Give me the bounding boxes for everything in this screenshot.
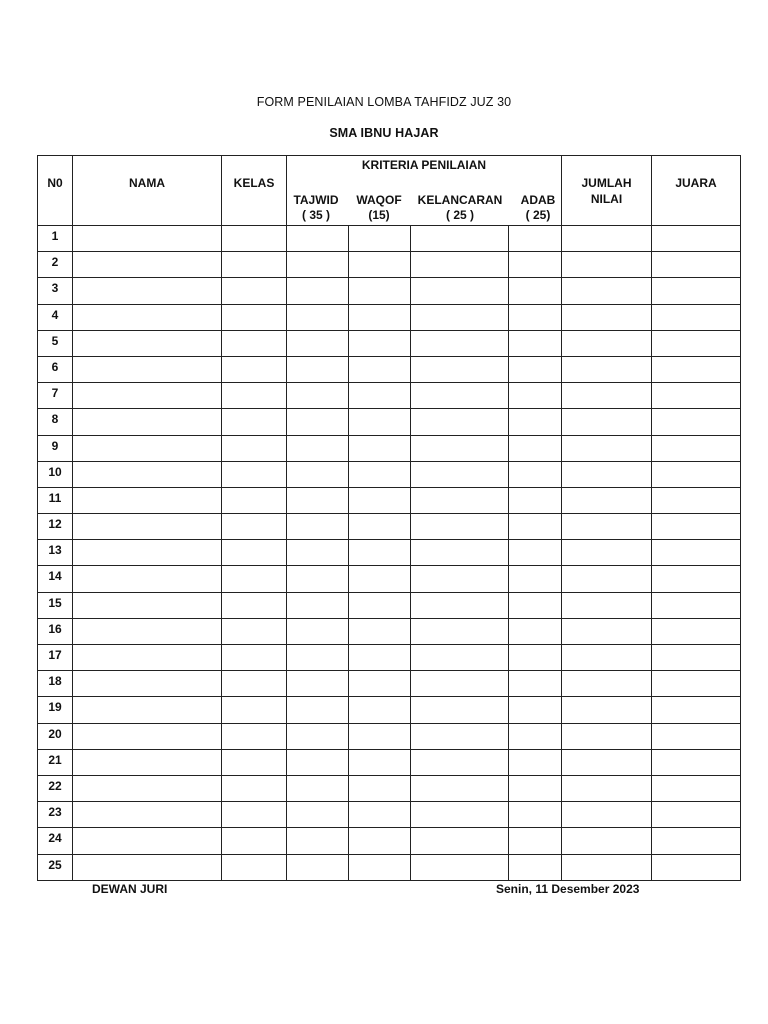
cell-juara[interactable] — [652, 383, 741, 409]
assessment-table — [37, 155, 741, 881]
cell-kelas[interactable] — [222, 697, 287, 723]
cell-kelancaran[interactable] — [411, 461, 509, 487]
criterion-adab — [515, 193, 561, 223]
cell-kelas[interactable] — [222, 802, 287, 828]
cell-tajwid[interactable] — [287, 487, 349, 513]
cell-tajwid[interactable] — [287, 278, 349, 304]
table-row — [38, 330, 741, 356]
cell-kelancaran[interactable] — [411, 409, 509, 435]
cell-juara[interactable] — [652, 618, 741, 644]
cell-nama[interactable] — [73, 304, 222, 330]
cell-tajwid[interactable] — [287, 540, 349, 566]
header-jumlah-line1: JUMLAH — [581, 176, 632, 190]
cell-kelancaran[interactable] — [411, 487, 509, 513]
cell-kelancaran[interactable] — [411, 723, 509, 749]
cell-juara[interactable] — [652, 330, 741, 356]
cell-waqof[interactable] — [349, 304, 411, 330]
cell-nama[interactable] — [73, 592, 222, 618]
cell-juara[interactable] — [652, 487, 741, 513]
cell-kelancaran[interactable] — [411, 618, 509, 644]
cell-juara[interactable] — [652, 802, 741, 828]
cell-tajwid[interactable] — [287, 749, 349, 775]
criterion-kelancaran-score: ( 25 ) — [445, 208, 474, 222]
footer-dewan-juri: DEWAN JURI — [92, 882, 168, 896]
header-nama: NAMA — [73, 156, 222, 226]
kriteria-title: KRITERIA PENILAIAN — [361, 158, 487, 172]
table-row — [38, 540, 741, 566]
cell-adab[interactable] — [509, 435, 562, 461]
cell-waqof[interactable] — [349, 854, 411, 880]
cell-juara[interactable] — [652, 592, 741, 618]
row-number: 4 — [38, 304, 73, 330]
criterion-tajwid-score: ( 35 ) — [301, 208, 330, 222]
cell-kelancaran[interactable] — [411, 252, 509, 278]
criterion-adab-name: ADAB — [520, 193, 556, 207]
cell-juara[interactable] — [652, 671, 741, 697]
cell-kelancaran[interactable] — [411, 828, 509, 854]
cell-waqof[interactable] — [349, 252, 411, 278]
table-row — [38, 697, 741, 723]
cell-nama[interactable] — [73, 749, 222, 775]
cell-tajwid[interactable] — [287, 697, 349, 723]
cell-nama[interactable] — [73, 775, 222, 801]
table-row — [38, 775, 741, 801]
cell-kelancaran[interactable] — [411, 330, 509, 356]
table-body — [38, 226, 741, 881]
header-no: N0 — [38, 156, 73, 226]
cell-juara[interactable] — [652, 540, 741, 566]
cell-tajwid[interactable] — [287, 775, 349, 801]
cell-juara[interactable] — [652, 749, 741, 775]
header-kelas: KELAS — [222, 156, 287, 226]
criterion-kelancaran-name: KELANCARAN — [417, 193, 503, 207]
header-kriteria — [287, 156, 562, 226]
row-number: 13 — [38, 540, 73, 566]
criterion-adab-score: ( 25) — [525, 208, 551, 222]
form-title: FORM PENILAIAN LOMBA TAHFIDZ JUZ 30 — [256, 95, 512, 109]
table-row — [38, 618, 741, 644]
table-row — [38, 566, 741, 592]
cell-kelas[interactable] — [222, 356, 287, 382]
cell-jumlah-nilai[interactable] — [562, 749, 652, 775]
table-row — [38, 645, 741, 671]
cell-tajwid[interactable] — [287, 383, 349, 409]
table-row — [38, 723, 741, 749]
cell-nama[interactable] — [73, 566, 222, 592]
cell-waqof[interactable] — [349, 592, 411, 618]
cell-nama[interactable] — [73, 697, 222, 723]
cell-jumlah-nilai[interactable] — [562, 723, 652, 749]
cell-nama[interactable] — [73, 487, 222, 513]
row-number: 12 — [38, 514, 73, 540]
cell-jumlah-nilai[interactable] — [562, 514, 652, 540]
table-row — [38, 828, 741, 854]
row-number: 19 — [38, 697, 73, 723]
cell-tajwid[interactable] — [287, 828, 349, 854]
table-row — [38, 514, 741, 540]
cell-nama[interactable] — [73, 723, 222, 749]
cell-juara[interactable] — [652, 461, 741, 487]
cell-kelas[interactable] — [222, 592, 287, 618]
row-number: 16 — [38, 618, 73, 644]
cell-jumlah-nilai[interactable] — [562, 383, 652, 409]
cell-waqof[interactable] — [349, 618, 411, 644]
cell-adab[interactable] — [509, 775, 562, 801]
cell-juara[interactable] — [652, 775, 741, 801]
cell-adab[interactable] — [509, 671, 562, 697]
cell-kelas[interactable] — [222, 226, 287, 252]
cell-jumlah-nilai[interactable] — [562, 618, 652, 644]
cell-jumlah-nilai[interactable] — [562, 645, 652, 671]
table-row — [38, 671, 741, 697]
cell-juara[interactable] — [652, 645, 741, 671]
criterion-waqof-score: (15) — [368, 208, 390, 222]
cell-jumlah-nilai[interactable] — [562, 828, 652, 854]
cell-kelancaran[interactable] — [411, 226, 509, 252]
cell-kelas[interactable] — [222, 514, 287, 540]
cell-tajwid[interactable] — [287, 618, 349, 644]
cell-juara[interactable] — [652, 252, 741, 278]
cell-kelas[interactable] — [222, 566, 287, 592]
cell-juara[interactable] — [652, 304, 741, 330]
cell-nama[interactable] — [73, 252, 222, 278]
cell-waqof[interactable] — [349, 330, 411, 356]
cell-nama[interactable] — [73, 356, 222, 382]
cell-waqof[interactable] — [349, 487, 411, 513]
cell-adab[interactable] — [509, 566, 562, 592]
cell-waqof[interactable] — [349, 828, 411, 854]
cell-adab[interactable] — [509, 304, 562, 330]
cell-jumlah-nilai[interactable] — [562, 304, 652, 330]
table-row — [38, 854, 741, 880]
cell-tajwid[interactable] — [287, 461, 349, 487]
cell-nama[interactable] — [73, 226, 222, 252]
cell-waqof[interactable] — [349, 749, 411, 775]
cell-kelancaran[interactable] — [411, 592, 509, 618]
row-number: 10 — [38, 461, 73, 487]
cell-jumlah-nilai[interactable] — [562, 487, 652, 513]
row-number: 7 — [38, 383, 73, 409]
cell-juara[interactable] — [652, 854, 741, 880]
cell-kelancaran[interactable] — [411, 566, 509, 592]
row-number: 6 — [38, 356, 73, 382]
cell-jumlah-nilai[interactable] — [562, 330, 652, 356]
cell-nama[interactable] — [73, 514, 222, 540]
cell-nama[interactable] — [73, 802, 222, 828]
cell-juara[interactable] — [652, 514, 741, 540]
cell-waqof[interactable] — [349, 566, 411, 592]
cell-kelancaran[interactable] — [411, 802, 509, 828]
cell-waqof[interactable] — [349, 461, 411, 487]
cell-kelas[interactable] — [222, 383, 287, 409]
cell-kelas[interactable] — [222, 723, 287, 749]
cell-jumlah-nilai[interactable] — [562, 278, 652, 304]
cell-tajwid[interactable] — [287, 304, 349, 330]
cell-tajwid[interactable] — [287, 802, 349, 828]
cell-adab[interactable] — [509, 330, 562, 356]
row-number: 21 — [38, 749, 73, 775]
cell-kelas[interactable] — [222, 409, 287, 435]
cell-juara[interactable] — [652, 828, 741, 854]
row-number: 9 — [38, 435, 73, 461]
cell-tajwid[interactable] — [287, 854, 349, 880]
row-number: 3 — [38, 278, 73, 304]
footer-date: Senin, 11 Desember 2023 — [496, 882, 640, 896]
cell-waqof[interactable] — [349, 356, 411, 382]
cell-nama[interactable] — [73, 671, 222, 697]
criterion-waqof — [351, 193, 407, 223]
table-row — [38, 304, 741, 330]
cell-kelas[interactable] — [222, 645, 287, 671]
cell-kelas[interactable] — [222, 671, 287, 697]
cell-kelancaran[interactable] — [411, 278, 509, 304]
cell-nama[interactable] — [73, 330, 222, 356]
cell-nama[interactable] — [73, 540, 222, 566]
cell-kelancaran[interactable] — [411, 775, 509, 801]
cell-tajwid[interactable] — [287, 226, 349, 252]
cell-waqof[interactable] — [349, 671, 411, 697]
cell-jumlah-nilai[interactable] — [562, 566, 652, 592]
cell-nama[interactable] — [73, 854, 222, 880]
cell-kelancaran[interactable] — [411, 304, 509, 330]
cell-kelancaran[interactable] — [411, 356, 509, 382]
cell-adab[interactable] — [509, 618, 562, 644]
cell-jumlah-nilai[interactable] — [562, 409, 652, 435]
cell-juara[interactable] — [652, 278, 741, 304]
cell-jumlah-nilai[interactable] — [562, 461, 652, 487]
table-row — [38, 226, 741, 252]
cell-adab[interactable] — [509, 802, 562, 828]
cell-kelas[interactable] — [222, 828, 287, 854]
cell-kelancaran[interactable] — [411, 435, 509, 461]
cell-kelancaran[interactable] — [411, 645, 509, 671]
cell-jumlah-nilai[interactable] — [562, 356, 652, 382]
table-row — [38, 356, 741, 382]
cell-kelancaran[interactable] — [411, 749, 509, 775]
table-row — [38, 435, 741, 461]
row-number: 11 — [38, 487, 73, 513]
cell-adab[interactable] — [509, 514, 562, 540]
cell-tajwid[interactable] — [287, 435, 349, 461]
header-jumlah-nilai — [562, 156, 652, 226]
header-juara: JUARA — [652, 156, 741, 226]
header-jumlah-line2: NILAI — [590, 192, 623, 206]
table-row — [38, 592, 741, 618]
cell-kelas[interactable] — [222, 278, 287, 304]
cell-kelas[interactable] — [222, 749, 287, 775]
cell-kelas[interactable] — [222, 618, 287, 644]
table-row — [38, 461, 741, 487]
cell-tajwid[interactable] — [287, 514, 349, 540]
row-number: 5 — [38, 330, 73, 356]
cell-jumlah-nilai[interactable] — [562, 671, 652, 697]
cell-waqof[interactable] — [349, 226, 411, 252]
cell-nama[interactable] — [73, 409, 222, 435]
cell-waqof[interactable] — [349, 775, 411, 801]
cell-juara[interactable] — [652, 356, 741, 382]
cell-kelas[interactable] — [222, 487, 287, 513]
cell-juara[interactable] — [652, 226, 741, 252]
cell-adab[interactable] — [509, 278, 562, 304]
row-number: 20 — [38, 723, 73, 749]
table-row — [38, 383, 741, 409]
cell-adab[interactable] — [509, 540, 562, 566]
cell-kelas[interactable] — [222, 540, 287, 566]
cell-waqof[interactable] — [349, 278, 411, 304]
cell-kelas[interactable] — [222, 435, 287, 461]
cell-nama[interactable] — [73, 278, 222, 304]
row-number: 14 — [38, 566, 73, 592]
table-row — [38, 409, 741, 435]
cell-jumlah-nilai[interactable] — [562, 854, 652, 880]
table-row — [38, 252, 741, 278]
cell-adab[interactable] — [509, 461, 562, 487]
criterion-kelancaran — [417, 193, 503, 223]
cell-kelas[interactable] — [222, 854, 287, 880]
cell-kelancaran[interactable] — [411, 514, 509, 540]
row-number: 22 — [38, 775, 73, 801]
cell-juara[interactable] — [652, 409, 741, 435]
cell-kelancaran[interactable] — [411, 540, 509, 566]
cell-kelas[interactable] — [222, 461, 287, 487]
cell-waqof[interactable] — [349, 383, 411, 409]
cell-kelas[interactable] — [222, 252, 287, 278]
cell-kelas[interactable] — [222, 775, 287, 801]
table-row — [38, 749, 741, 775]
cell-waqof[interactable] — [349, 514, 411, 540]
cell-adab[interactable] — [509, 749, 562, 775]
cell-jumlah-nilai[interactable] — [562, 435, 652, 461]
criterion-tajwid-name: TAJWID — [293, 193, 339, 207]
cell-nama[interactable] — [73, 618, 222, 644]
row-number: 25 — [38, 854, 73, 880]
row-number: 15 — [38, 592, 73, 618]
cell-tajwid[interactable] — [287, 671, 349, 697]
cell-nama[interactable] — [73, 435, 222, 461]
cell-waqof[interactable] — [349, 540, 411, 566]
cell-juara[interactable] — [652, 435, 741, 461]
cell-adab[interactable] — [509, 828, 562, 854]
cell-juara[interactable] — [652, 566, 741, 592]
cell-nama[interactable] — [73, 645, 222, 671]
cell-adab[interactable] — [509, 409, 562, 435]
cell-waqof[interactable] — [349, 697, 411, 723]
cell-jumlah-nilai[interactable] — [562, 592, 652, 618]
row-number: 17 — [38, 645, 73, 671]
table-row — [38, 802, 741, 828]
row-number: 18 — [38, 671, 73, 697]
cell-adab[interactable] — [509, 854, 562, 880]
cell-jumlah-nilai[interactable] — [562, 226, 652, 252]
cell-adab[interactable] — [509, 723, 562, 749]
criterion-tajwid — [291, 193, 341, 223]
row-number: 8 — [38, 409, 73, 435]
cell-tajwid[interactable] — [287, 409, 349, 435]
cell-waqof[interactable] — [349, 645, 411, 671]
cell-nama[interactable] — [73, 383, 222, 409]
school-name: SMA IBNU HAJAR — [329, 126, 439, 140]
cell-tajwid[interactable] — [287, 723, 349, 749]
row-number: 23 — [38, 802, 73, 828]
cell-kelas[interactable] — [222, 304, 287, 330]
cell-adab[interactable] — [509, 645, 562, 671]
cell-jumlah-nilai[interactable] — [562, 802, 652, 828]
cell-kelancaran[interactable] — [411, 671, 509, 697]
cell-adab[interactable] — [509, 697, 562, 723]
cell-kelancaran[interactable] — [411, 854, 509, 880]
cell-adab[interactable] — [509, 356, 562, 382]
cell-tajwid[interactable] — [287, 252, 349, 278]
cell-jumlah-nilai[interactable] — [562, 697, 652, 723]
cell-tajwid[interactable] — [287, 356, 349, 382]
cell-waqof[interactable] — [349, 409, 411, 435]
criterion-waqof-name: WAQOF — [356, 193, 402, 207]
cell-adab[interactable] — [509, 487, 562, 513]
row-number: 2 — [38, 252, 73, 278]
cell-adab[interactable] — [509, 252, 562, 278]
cell-tajwid[interactable] — [287, 592, 349, 618]
cell-waqof[interactable] — [349, 723, 411, 749]
header-row — [38, 156, 741, 226]
cell-tajwid[interactable] — [287, 645, 349, 671]
cell-adab[interactable] — [509, 383, 562, 409]
cell-kelancaran[interactable] — [411, 697, 509, 723]
cell-juara[interactable] — [652, 697, 741, 723]
cell-waqof[interactable] — [349, 802, 411, 828]
cell-juara[interactable] — [652, 723, 741, 749]
cell-jumlah-nilai[interactable] — [562, 540, 652, 566]
cell-jumlah-nilai[interactable] — [562, 775, 652, 801]
table-row — [38, 487, 741, 513]
cell-kelas[interactable] — [222, 330, 287, 356]
cell-tajwid[interactable] — [287, 566, 349, 592]
table-row — [38, 278, 741, 304]
cell-jumlah-nilai[interactable] — [562, 252, 652, 278]
cell-nama[interactable] — [73, 461, 222, 487]
cell-kelancaran[interactable] — [411, 383, 509, 409]
cell-adab[interactable] — [509, 592, 562, 618]
cell-nama[interactable] — [73, 828, 222, 854]
cell-adab[interactable] — [509, 226, 562, 252]
row-number: 24 — [38, 828, 73, 854]
cell-tajwid[interactable] — [287, 330, 349, 356]
row-number: 1 — [38, 226, 73, 252]
cell-waqof[interactable] — [349, 435, 411, 461]
